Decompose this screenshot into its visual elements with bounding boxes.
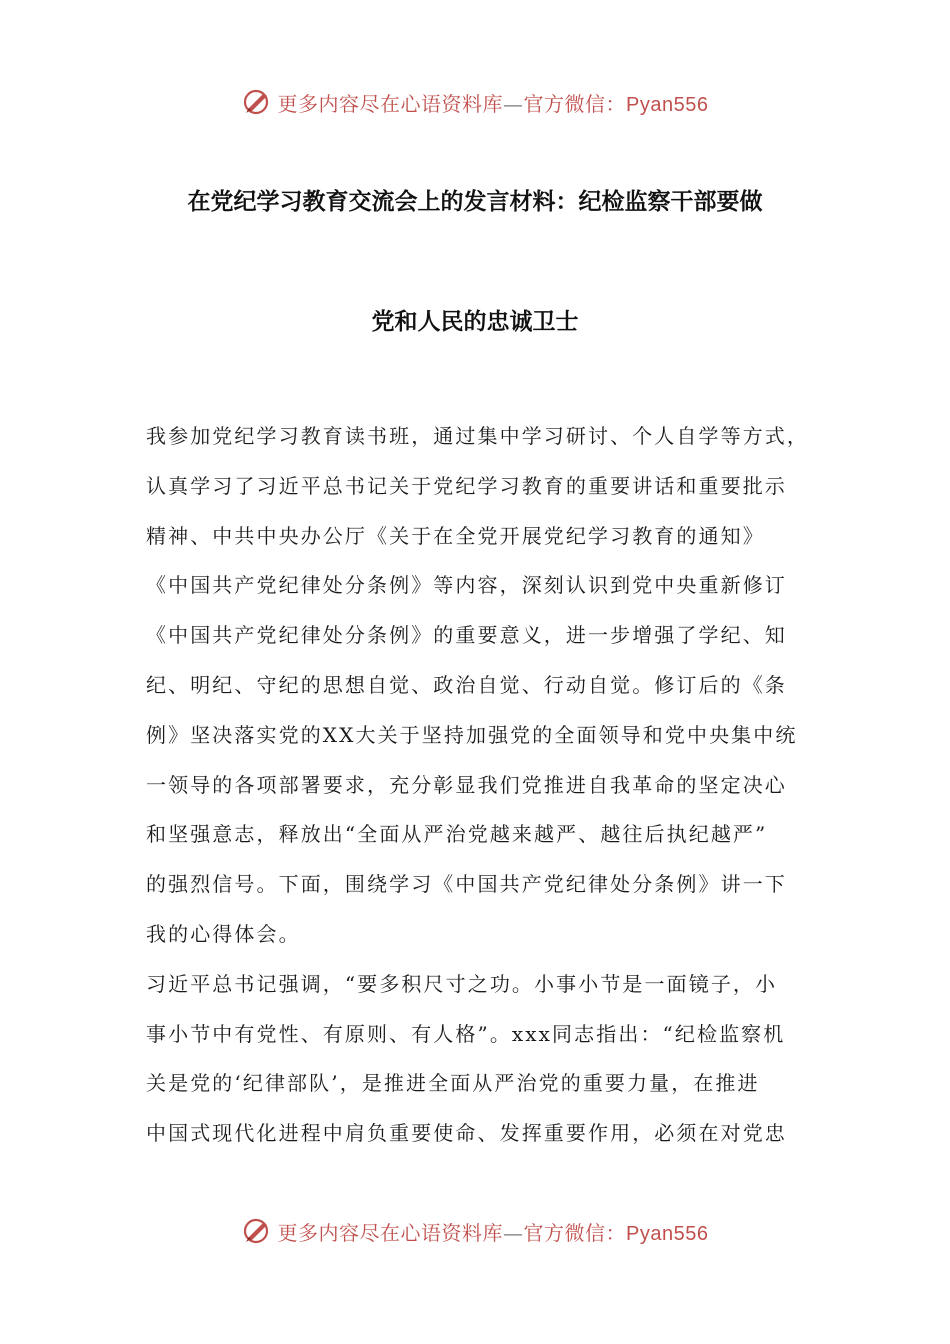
banner-dash: — bbox=[503, 91, 524, 116]
body-line: 纪、明纪、守纪的思想自觉、政治自觉、行动自觉。修订后的《条 bbox=[146, 672, 787, 697]
pen-logo-icon bbox=[242, 1216, 272, 1246]
body-line: 我参加党纪学习教育读书班，通过集中学习研讨、个人自学等方式， bbox=[146, 424, 809, 448]
banner-handle: Pyan556 bbox=[626, 1222, 709, 1245]
banner-main-text: 更多内容尽在心语资料库 bbox=[277, 91, 504, 116]
body-line: 习近平总书记强调，“要多积尺寸之功。小事小节是一面镜子，小 bbox=[146, 971, 778, 996]
header-watermark-banner bbox=[0, 82, 950, 122]
banner-official-text: 官方微信： bbox=[523, 1220, 627, 1245]
page-title-line-2: 党和人民的忠诚卫士 bbox=[371, 309, 579, 335]
body-line: 中国式现代化进程中肩负重要使命、发挥重要作用，必须在对党忠 bbox=[146, 1121, 787, 1146]
body-line: 精神、中共中央办公厅《关于在全党开展党纪学习教育的通知》 bbox=[146, 523, 765, 548]
banner-dash: — bbox=[503, 1220, 524, 1245]
body-line: 我的心得体会。 bbox=[146, 921, 301, 946]
banner-handle: Pyan556 bbox=[626, 93, 709, 116]
body-line: 一领导的各项部署要求，充分彰显我们党推进自我革命的坚定决心 bbox=[146, 772, 787, 797]
page-title-line-1: 在党纪学习教育交流会上的发言材料：纪检监察干部要做 bbox=[187, 189, 763, 215]
body-line: 例》坚决落实党的XX大关于坚持加强党的全面领导和党中央集中统 bbox=[146, 722, 798, 747]
banner-main-text: 更多内容尽在心语资料库 bbox=[277, 1220, 504, 1245]
body-line: 的强烈信号。下面，围绕学习《中国共产党纪律处分条例》讲一下 bbox=[146, 872, 787, 897]
body-line: 认真学习了习近平总书记关于党纪学习教育的重要讲话和重要批示 bbox=[146, 473, 787, 498]
pen-logo-icon bbox=[242, 87, 272, 117]
body-line: 和坚强意志，释放出“全面从严治党越来越严、越往后执纪越严” bbox=[146, 822, 768, 847]
footer-watermark-banner bbox=[0, 1211, 950, 1251]
banner-official-text: 官方微信： bbox=[523, 91, 627, 116]
body-line: 关是党的‘纪律部队’，是推进全面从严治党的重要力量，在推进 bbox=[146, 1071, 760, 1096]
body-line: 《中国共产党纪律处分条例》的重要意义，进一步增强了学纪、知 bbox=[146, 623, 787, 648]
body-line: 《中国共产党纪律处分条例》等内容，深刻认识到党中央重新修订 bbox=[146, 573, 787, 598]
body-text bbox=[146, 412, 816, 1159]
banner-text bbox=[278, 1217, 709, 1246]
body-line: 事小节中有党性、有原则、有人格”。xxx同志指出：“纪检监察机 bbox=[146, 1021, 786, 1046]
banner-text bbox=[278, 88, 709, 117]
